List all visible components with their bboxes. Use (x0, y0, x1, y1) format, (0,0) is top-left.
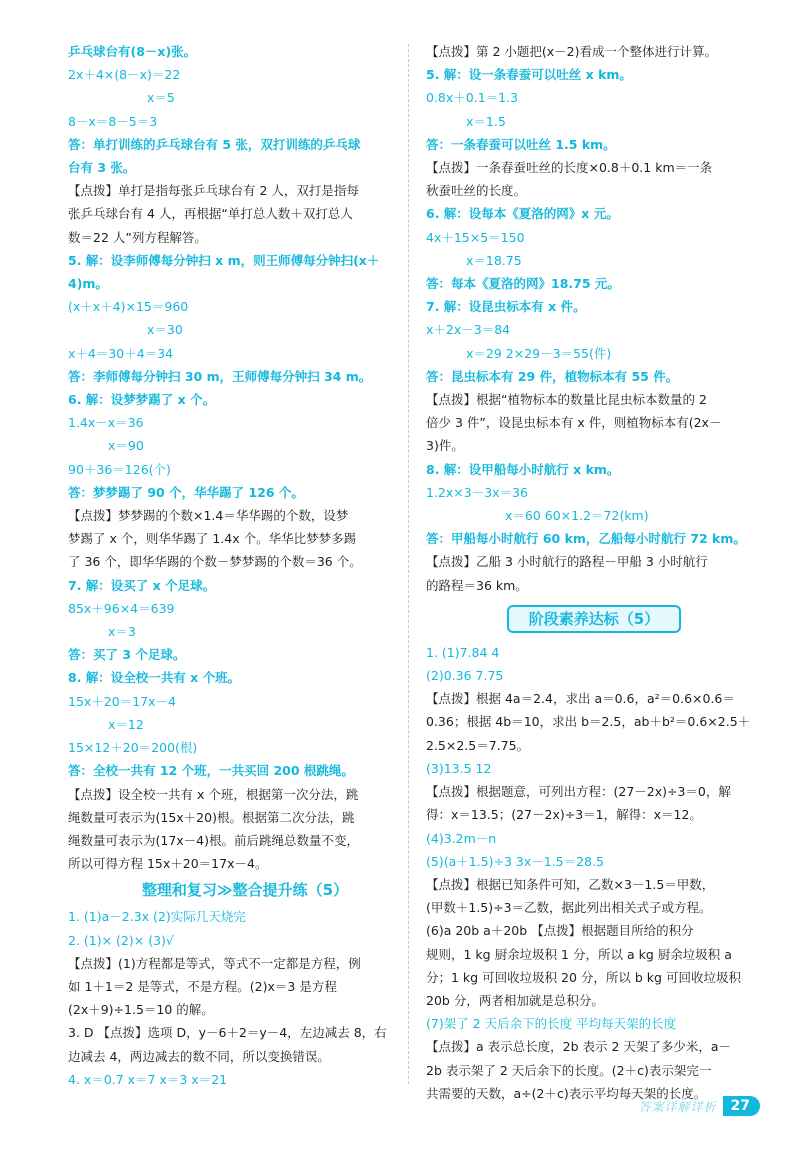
answer-line: 85x＋96×4＝639 (68, 600, 175, 616)
answer-line: x＋2x－3＝84 (426, 322, 511, 338)
answer-line: 绳数量可表示为(15x＋20)根。根据第二次分法，跳 (68, 809, 355, 825)
answer-line: x＝12 (108, 716, 144, 732)
answer-line: 了 36 个，即华华踢的个数－梦梦踢的个数＝36 个。 (68, 554, 362, 570)
section-title-stage: 阶段素养达标（5） (507, 605, 681, 633)
right-answer-block (426, 40, 762, 597)
answer-line: 规则，1 kg 厨余垃圾积 1 分，所以 a kg 厨余垃圾积 a (426, 946, 732, 962)
answer-line: 【点拨】设全校一共有 x 个班，根据第一次分法，跳 (68, 786, 359, 802)
page-footer (639, 1094, 761, 1118)
answer-line: (x＋x＋4)×15＝960 (68, 299, 189, 315)
answer-line: x＝5 (147, 90, 175, 106)
column-divider (408, 44, 409, 1084)
answer-line: 15x＋20＝17x－4 (68, 693, 176, 709)
answer-line: x＝29 2×29－3＝55(件) (466, 345, 612, 361)
answer-line: 【点拨】单打是指每张乒乓球台有 2 人，双打是指每 (68, 183, 359, 199)
left-answer-block-2 (68, 905, 422, 1091)
answer-line: (甲数＋1.5)÷3＝乙数，据此列出相关式子或方程。 (426, 900, 712, 916)
answer-line: 绳数量可表示为(17x－4)根。前后跳绳总数量不变， (68, 832, 360, 848)
answer-line: 1. (1)a－2.3x (2)实际几天烧完 (68, 909, 246, 925)
answer-line: 0.8x＋0.1＝1.3 (426, 90, 519, 106)
answer-line: 5. 解：设一条春蚕可以吐丝 x km。 (426, 67, 632, 83)
answer-line: 1.4x－x＝36 (68, 415, 144, 431)
answer-line: 【点拨】a 表示总长度，2b 表示 2 天架了多少米，a－ (426, 1039, 732, 1055)
answer-line: 2.5×2.5＝7.75。 (426, 737, 530, 753)
answer-line: 【点拨】根据题意，可列出方程：(27－2x)÷3＝0，解 (426, 784, 731, 800)
answer-line: 如 1＋1＝2 是等式，不是方程。(2)x＝3 是方程 (68, 978, 337, 994)
answer-line: (2)0.36 7.75 (426, 668, 504, 684)
answer-line: (6)a 20b a＋20b 【点拨】根据题目所给的积分 (426, 923, 694, 939)
answer-line: (5)(a＋1.5)÷3 3x－1.5＝28.5 (426, 853, 604, 869)
right-answer-block-2 (426, 641, 762, 1105)
answer-line: 7. 解：设买了 x 个足球。 (68, 577, 216, 593)
answer-line: 6. 解：设梦梦踢了 x 个。 (68, 392, 216, 408)
page-number: 27 (723, 1096, 760, 1116)
answer-line: 6. 解：设每本《夏洛的网》x 元。 (426, 206, 619, 222)
answer-line: 【点拨】根据已知条件可知，乙数×3－1.5＝甲数， (426, 876, 715, 892)
answer-line: 梦踢了 x 个，则华华踢了 1.4x 个。华华比梦梦多踢 (68, 531, 357, 547)
answer-line: 2. (1)× (2)× (3)√ (68, 932, 174, 948)
answer-line: 【点拨】一条春蚕吐丝的长度×0.8＋0.1 km＝一条 (426, 160, 713, 176)
answer-line: (7)架了 2 天后余下的长度 平均每天架的长度 (426, 1016, 677, 1032)
answer-line: (2x＋9)÷1.5＝10 的解。 (68, 1002, 214, 1018)
answer-line: 所以可得方程 15x＋20＝17x－4。 (68, 856, 268, 872)
right-column (426, 40, 762, 1105)
answer-line: 【点拨】根据“植物标本的数量比昆虫标本数量的 2 (426, 392, 707, 408)
answer-line: 答：梦梦踢了 90 个，华华踢了 126 个。 (68, 484, 304, 500)
answer-line: 【点拨】(1)方程都是等式，等式不一定都是方程，例 (68, 955, 361, 971)
answer-line: (4)3.2m－n (426, 830, 497, 846)
answer-line: 2x＋4×(8－x)＝22 (68, 67, 181, 83)
answer-line: 8. 解：设甲船每小时航行 x km。 (426, 461, 620, 477)
answer-line: 共需要的天数，a÷(2＋c)表示平均每天架的长度。 (426, 1085, 707, 1101)
answer-line: (3)13.5 12 (426, 760, 492, 776)
answer-line: 90＋36＝126(个) (68, 461, 171, 477)
left-answer-block (68, 40, 422, 875)
answer-line: 得：x＝13.5；(27－2x)÷3＝1，解得：x＝12。 (426, 807, 702, 823)
answer-line: x＝60 60×1.2＝72(km) (505, 508, 649, 524)
answer-line: 1.2x×3－3x＝36 (426, 484, 528, 500)
answer-line: 张乒乓球台有 4 人，再根据“单打总人数＋双打总人 (68, 206, 353, 222)
footer-text: 答案详解详析 (638, 1099, 717, 1114)
answer-line: 答：一条春蚕可以吐丝 1.5 km。 (426, 136, 616, 152)
answer-line: 8. 解：设全校一共有 x 个班。 (68, 670, 241, 686)
answer-line: 答：买了 3 个足球。 (68, 647, 186, 663)
answer-line: 0.36；根据 4b＝10，求出 b＝2.5，ab＋b²＝0.6×2.5＋ (426, 714, 751, 730)
answer-line: 2b 表示架了 2 天后余下的长度。(2＋c)表示架完一 (426, 1062, 712, 1078)
answer-line: 3)件。 (426, 438, 464, 454)
answer-line: 5. 解：设李师傅每分钟扫 x m，则王师傅每分钟扫(x＋ (68, 252, 380, 268)
answer-line: 答：单打训练的乒乓球台有 5 张，双打训练的乒乓球 (68, 136, 361, 152)
answer-line: 秋蚕吐丝的长度。 (426, 183, 527, 199)
left-column (68, 40, 422, 1091)
answer-line: 的路程＝36 km。 (426, 577, 528, 593)
answer-line: 4x＋15×5＝150 (426, 229, 525, 245)
answer-line: 15×12＋20＝200(根) (68, 740, 198, 756)
answer-line: 3. D 【点拨】选项 D，y－6＋2＝y－4，左边减去 8，右 (68, 1025, 387, 1041)
answer-line: 乒乓球台有(8－x)张。 (68, 44, 197, 59)
answer-line: 倍少 3 件”，设昆虫标本有 x 件，则植物标本有(2x－ (426, 415, 722, 431)
section-title-review: 整理和复习≫整合提升练（5） (141, 881, 349, 900)
answer-line: 答：昆虫标本有 29 件，植物标本有 55 件。 (426, 368, 679, 384)
answer-line: x＋4＝30＋4＝34 (68, 345, 174, 361)
answer-line: 20b 分，两者相加就是总积分。 (426, 992, 604, 1008)
answer-line: x＝90 (108, 438, 144, 454)
answer-line: 4. x＝0.7 x＝7 x＝3 x＝21 (68, 1071, 228, 1087)
answer-line: x＝1.5 (466, 113, 506, 129)
answer-line: 8－x＝8－5＝3 (68, 113, 158, 129)
answer-line: 【点拨】第 2 小题把(x－2)看成一个整体进行计算。 (426, 44, 718, 59)
answer-line: 【点拨】梦梦踢的个数×1.4＝华华踢的个数，设梦 (68, 508, 349, 524)
answer-line: 答：全校一共有 12 个班，一共买回 200 根跳绳。 (68, 763, 354, 779)
answer-line: 答：甲船每小时航行 60 km，乙船每小时航行 72 km。 (426, 531, 746, 547)
answer-line: x＝18.75 (466, 252, 522, 268)
answer-line: 边减去 4，两边减去的数不同，所以变换错误。 (68, 1048, 330, 1064)
answer-line: 1. (1)7.84 4 (426, 644, 500, 660)
answer-line: x＝30 (147, 322, 183, 338)
answer-line: 【点拨】乙船 3 小时航行的路程－甲船 3 小时航行 (426, 554, 708, 570)
answer-line: 分；1 kg 可回收垃圾积 20 分，所以 b kg 可回收垃圾积 (426, 969, 741, 985)
answer-line: 【点拨】根据 4a＝2.4，求出 a＝0.6，a²＝0.6×0.6＝ (426, 691, 735, 707)
answer-line: 数＝22 人”列方程解答。 (68, 229, 207, 245)
answer-line: 7. 解：设昆虫标本有 x 件。 (426, 299, 586, 315)
answer-line: 4)m。 (68, 276, 108, 292)
answer-line: 台有 3 张。 (68, 160, 136, 176)
answer-line: x＝3 (108, 624, 136, 640)
answer-line: 答：每本《夏洛的网》18.75 元。 (426, 276, 620, 292)
answer-line: 答：李师傅每分钟扫 30 m，王师傅每分钟扫 34 m。 (68, 368, 372, 384)
